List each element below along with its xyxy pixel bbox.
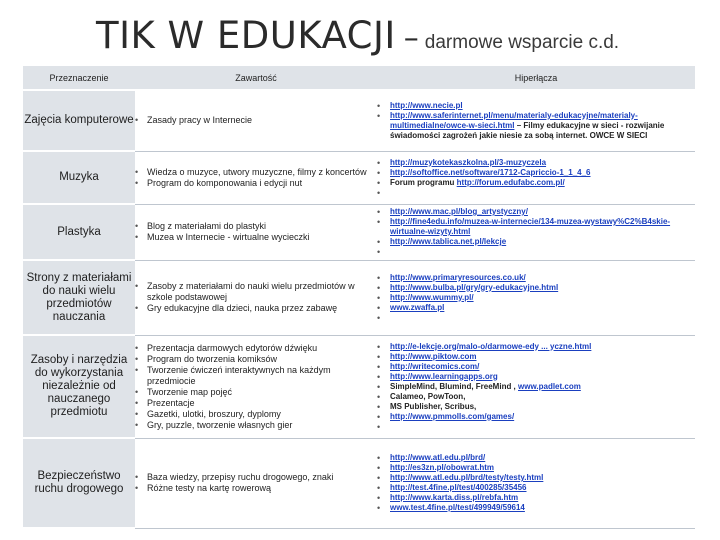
hyperlink[interactable]: http://forum.edufabc.com.pl/ — [456, 177, 565, 187]
content-item: • Baza wiedzy, przepisy ruchu drogowego, znaki — [135, 472, 377, 483]
link-item — [377, 342, 695, 352]
link-item — [377, 207, 695, 217]
content-list — [135, 343, 377, 431]
content-item: • Zasady pracy w Internecie — [135, 115, 377, 126]
hyperlink[interactable]: http://softoffice.net/software/1712-Capriccio-1_1_4_6 — [390, 167, 591, 177]
link-item — [377, 372, 695, 382]
link-item — [377, 293, 695, 303]
row-purpose: Zasoby i narzędzia do wykorzystania niezależnie od nauczanego przedmiotu — [23, 335, 135, 438]
link-item — [377, 217, 695, 237]
link-item — [377, 237, 695, 247]
link-text: MS Publisher, Scribus, — [390, 401, 477, 411]
link-item — [377, 352, 695, 362]
table-row — [23, 335, 695, 438]
links-list — [377, 273, 695, 323]
link-text: – Filmy edukacyjne w sieci - rozwijanie świadomości zagrożeń jakie niesie za sobą internet. OWCE W SIECI — [390, 120, 665, 140]
row-purpose: Zajęcia komputerowe — [23, 90, 135, 151]
hyperlink[interactable]: www.zwaffa.pl — [390, 302, 445, 312]
link-item — [377, 168, 695, 178]
resources-table — [23, 66, 695, 529]
hyperlink[interactable]: http://e-lekcje.org/malo-o/darmowe-edy ... yczne.html — [390, 341, 592, 351]
content-item: • Gry, puzzle, tworzenie własnych gier — [135, 420, 377, 431]
page-title — [96, 14, 619, 57]
header-row — [23, 66, 695, 90]
title-subtitle: darmowe wsparcie c.d. — [424, 32, 620, 53]
table-row — [23, 90, 695, 151]
links-list — [377, 101, 695, 141]
content-list — [135, 167, 377, 189]
hyperlink[interactable]: http://www.pmmolls.com/games/ — [390, 411, 515, 421]
header-links: Hiperłącza — [377, 66, 695, 90]
table-row — [23, 438, 695, 528]
hyperlink[interactable]: http://www.atl.edu.pl/brd/testy/testy.html — [390, 473, 544, 482]
hyperlink[interactable]: http://www.necie.pl — [390, 100, 463, 110]
hyperlink[interactable]: http://es3zn.pl/obowrat.htm — [390, 463, 494, 472]
hyperlink[interactable]: http://muzykotekaszkolna.pl/3-muzyczela — [390, 157, 547, 167]
hyperlink[interactable]: http://www.piktow.com — [390, 351, 477, 361]
table-row — [23, 260, 695, 335]
link-item — [377, 392, 695, 402]
link-item — [377, 362, 695, 372]
row-purpose: Muzyka — [23, 151, 135, 204]
row-links — [377, 90, 695, 151]
link-item — [377, 313, 695, 323]
row-links — [377, 438, 695, 528]
link-item — [377, 247, 695, 257]
title-main: TIK W EDUKACJI — [96, 14, 396, 57]
content-list — [135, 115, 377, 126]
row-purpose: Plastyka — [23, 204, 135, 260]
links-list — [377, 342, 695, 432]
content-item: • Prezentacje — [135, 398, 377, 409]
link-text: Calameo, PowToon, — [390, 391, 466, 401]
title-dash: – — [403, 21, 419, 56]
row-content — [135, 260, 377, 335]
content-item: • Tworzenie map pojęć — [135, 387, 377, 398]
link-item — [377, 493, 695, 503]
link-item — [377, 382, 695, 392]
link-item — [377, 483, 695, 493]
content-item: • Wiedza o muzyce, utwory muzyczne, filmy z koncertów — [135, 167, 377, 178]
row-content — [135, 151, 377, 204]
content-item: • Tworzenie ćwiczeń interaktywnych na każdym przedmiocie — [135, 365, 377, 387]
content-item: • Muzea w Internecie - wirtualne wycieczki — [135, 232, 377, 243]
header-purpose: Przeznaczenie — [23, 66, 135, 90]
links-list — [377, 453, 695, 513]
hyperlink[interactable]: http://www.karta.diss.pl/rebfa.htm — [390, 493, 519, 502]
hyperlink[interactable]: www.padlet.com — [518, 381, 581, 391]
link-text: SimpleMind, Blumind, FreeMind , — [390, 381, 519, 391]
hyperlink[interactable]: http://www.learningapps.org — [390, 371, 498, 381]
hyperlink[interactable]: http://www.wummy.pl/ — [390, 292, 474, 302]
row-content — [135, 438, 377, 528]
content-item: • Program do komponowania i edycji nut — [135, 178, 377, 189]
content-item: • Program do tworzenia komiksów — [135, 354, 377, 365]
hyperlink[interactable]: http://test.4fine.pl/test/400285/35456 — [390, 483, 527, 492]
hyperlink[interactable]: http://www.bulba.pl/gry/gry-edukacyjne.html — [390, 282, 559, 292]
link-item — [377, 283, 695, 293]
link-item — [377, 473, 695, 483]
link-item — [377, 422, 695, 432]
row-links — [377, 335, 695, 438]
content-item: • Różne testy na kartę rowerową — [135, 483, 377, 494]
table-row — [23, 204, 695, 260]
content-item: • Zasoby z materiałami do nauki wielu przedmiotów w szkole podstawowej — [135, 281, 377, 303]
content-list — [135, 221, 377, 243]
hyperlink[interactable]: http://writecomics.com/ — [390, 361, 480, 371]
header-content: Zawartość — [135, 66, 377, 90]
content-item: • Gry edukacyjne dla dzieci, nauka przez zabawę — [135, 303, 377, 314]
hyperlink[interactable]: http://www.atl.edu.pl/brd/ — [390, 453, 486, 462]
link-item — [377, 453, 695, 463]
row-purpose: Bezpieczeństwo ruchu drogowego — [23, 438, 135, 528]
row-content — [135, 335, 377, 438]
content-list — [135, 472, 377, 494]
table-row — [23, 151, 695, 204]
link-item — [377, 402, 695, 412]
row-links — [377, 260, 695, 335]
hyperlink[interactable]: www.test.4fine.pl/test/499949/59614 — [390, 503, 525, 512]
link-item — [377, 101, 695, 111]
content-item: • Blog z materiałami do plastyki — [135, 221, 377, 232]
link-item — [377, 463, 695, 473]
hyperlink[interactable]: http://www.tablica.net.pl/lekcje — [390, 237, 507, 246]
link-item — [377, 111, 695, 141]
hyperlink[interactable]: http://www.mac.pl/blog_artystyczny/ — [390, 207, 528, 216]
links-list — [377, 207, 695, 257]
link-item — [377, 178, 695, 188]
link-item — [377, 273, 695, 283]
links-list — [377, 158, 695, 198]
hyperlink[interactable]: http://www.primaryresources.co.uk/ — [390, 272, 526, 282]
link-item — [377, 158, 695, 168]
link-item — [377, 188, 695, 198]
link-text: Forum programu — [390, 177, 457, 187]
link-item — [377, 303, 695, 313]
row-purpose: Strony z materiałami do nauki wielu przedmiotów nauczania — [23, 260, 135, 335]
row-content — [135, 204, 377, 260]
row-links — [377, 204, 695, 260]
content-item: • Gazetki, ulotki, broszury, dyplomy — [135, 409, 377, 420]
hyperlink[interactable]: http://fine4edu.info/muzea-w-internecie/134-muzea-wystawy%C2%B4skie-wirtualne-wizyty.html — [390, 217, 671, 236]
row-content — [135, 90, 377, 151]
link-item — [377, 412, 695, 422]
row-links — [377, 151, 695, 204]
hyperlink[interactable]: http://www.saferinternet.pl/menu/materialy-edukacyjne/materialy-multimedialne/owce-w-sieci.html — [390, 110, 638, 130]
content-list — [135, 281, 377, 314]
link-item — [377, 503, 695, 513]
content-item: • Prezentacja darmowych edytorów dźwięku — [135, 343, 377, 354]
